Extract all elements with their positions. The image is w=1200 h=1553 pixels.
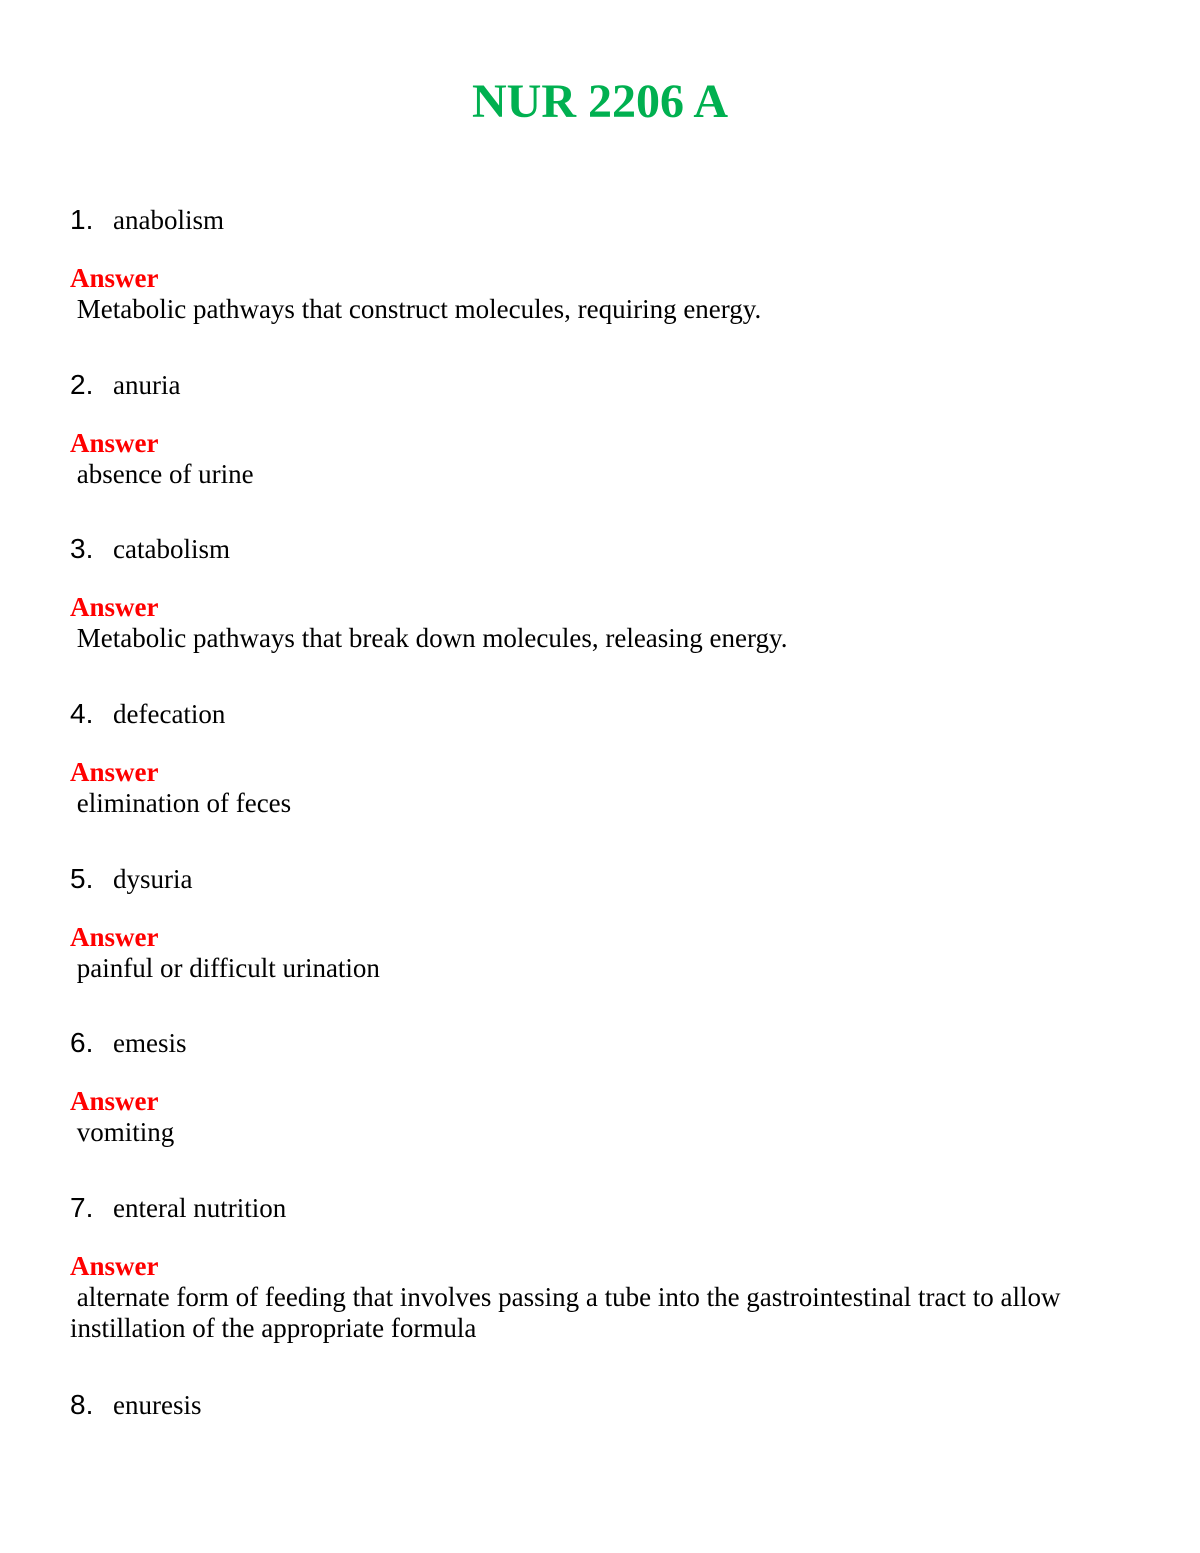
answer-label: Answer — [70, 428, 159, 458]
answer-text: Metabolic pathways that break down molecules, releasing energy. — [70, 623, 788, 653]
answer-label: Answer — [70, 1086, 159, 1116]
question-item-1 — [70, 200, 1140, 325]
question-term: defecation — [113, 699, 226, 729]
answer-text: vomiting — [70, 1117, 175, 1147]
question-term: anuria — [113, 370, 181, 400]
question-line — [70, 859, 1140, 899]
answer-text: alternate form of feeding that involves passing a tube into the gastrointestinal tract to allow instillation of the appropriate formula — [70, 1282, 1068, 1343]
answer-label: Answer — [70, 263, 159, 293]
answer-label: Answer — [70, 592, 159, 622]
question-number: 1. — [70, 204, 94, 235]
question-item-6 — [70, 1023, 1140, 1148]
question-line — [70, 200, 1140, 240]
question-line — [70, 1385, 1140, 1425]
question-number: 2. — [70, 369, 94, 400]
question-item-3 — [70, 529, 1140, 654]
question-number: 3. — [70, 533, 94, 564]
question-term: emesis — [113, 1028, 187, 1058]
question-line — [70, 529, 1140, 569]
answer-label: Answer — [70, 922, 159, 952]
answer-text: absence of urine — [70, 459, 254, 489]
answer-label: Answer — [70, 757, 159, 787]
question-item-4 — [70, 694, 1140, 819]
question-number: 6. — [70, 1027, 94, 1058]
question-number: 7. — [70, 1192, 94, 1223]
question-item-5 — [70, 859, 1140, 984]
answer-label: Answer — [70, 1251, 159, 1281]
question-term: enuresis — [113, 1390, 202, 1420]
question-item-2 — [70, 365, 1140, 490]
page-title: NUR 2206 A — [471, 75, 728, 128]
question-term: anabolism — [113, 205, 224, 235]
answer-text: Metabolic pathways that construct molecules, requiring energy. — [70, 294, 762, 324]
question-line — [70, 694, 1140, 734]
answer-text: painful or difficult urination — [70, 953, 380, 983]
question-term: catabolism — [113, 534, 230, 564]
question-line — [70, 1188, 1140, 1228]
question-term: enteral nutrition — [113, 1193, 287, 1223]
question-line — [70, 365, 1140, 405]
question-item-8 — [70, 1385, 1140, 1425]
question-line — [70, 1023, 1140, 1063]
question-number: 4. — [70, 698, 94, 729]
question-term: dysuria — [113, 864, 193, 894]
question-item-7 — [70, 1188, 1140, 1344]
question-number: 8. — [70, 1389, 94, 1420]
question-number: 5. — [70, 863, 94, 894]
answer-text: elimination of feces — [70, 788, 292, 818]
